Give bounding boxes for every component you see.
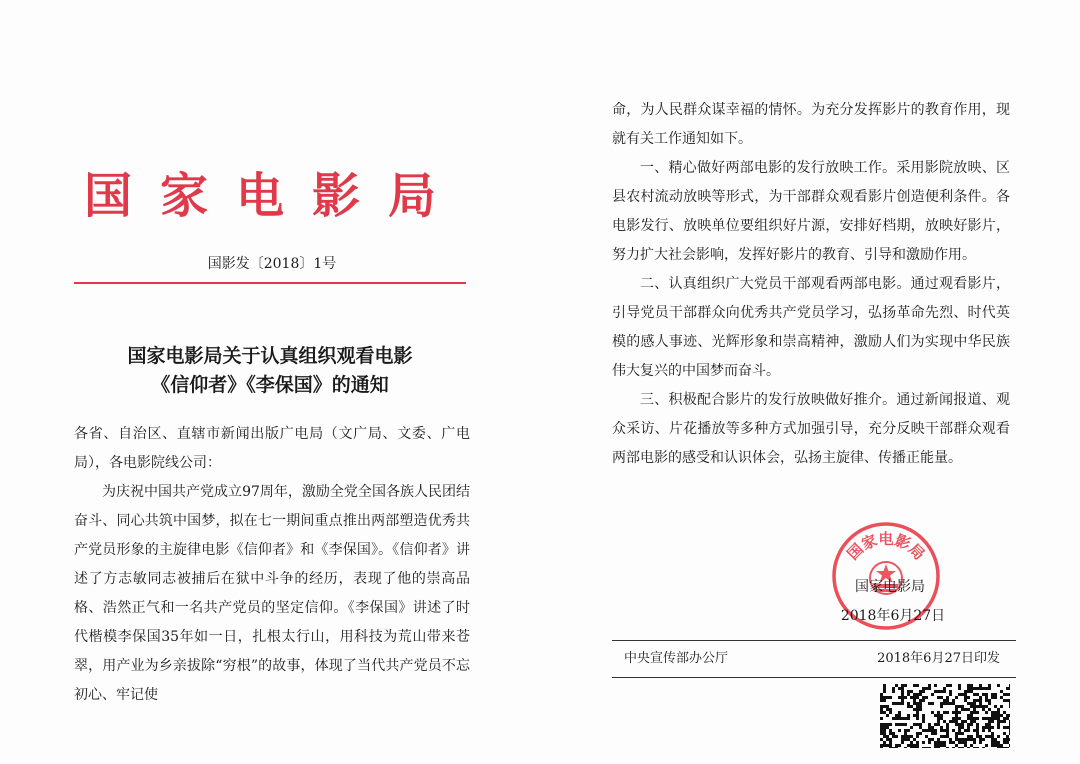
issuer-title: 国家电影局	[84, 168, 465, 224]
notice-title	[74, 342, 466, 400]
right-body-text	[612, 96, 1010, 473]
notice-title-line-1: 国家电影局关于认真组织观看电影	[127, 345, 413, 367]
item-2: 二、认真组织广大党员干部观看两部电影。通过观看影片，引导党员干部群众向优秀共产党员学习，弘扬革命先烈、时代英模的感人事迹、光辉形象和崇高精神，激励人们为实现中华民族伟大复兴的中国梦而奋斗。	[612, 276, 1010, 379]
right-page	[540, 0, 1080, 764]
item-3: 三、积极配合影片的发行放映做好推介。通过新闻报道、观众采访、片花播放等多种方式加强引导，充分反映干部群众观看两部电影的感受和认识体会，弘扬主旋律、传播正能量。	[612, 392, 1010, 466]
footer-top-rule	[612, 640, 1016, 641]
paragraph-1: 为庆祝中国共产党成立97周年，激励全党全国各族人民团结奋斗、同心共筑中国梦，拟在七一期间重点推出两部塑造优秀共产党员形象的主旋律电影《信仰者》和《李保国》。《信仰者》讲述了方志敏同志被捕后在狱中斗争的经历，表现了他的崇高品格、浩然正气和一名共产党员的坚定信仰。《李保国》讲述了时代楷模李保国35年如一日，扎根太行山，用科技为荒山带来苍翠，用产业为乡亲拔除“穷根”的故事，体现了当代共产党员不忘初心、牢记使	[74, 484, 470, 703]
barcode-icon	[880, 684, 1010, 748]
item-1: 一、精心做好两部电影的发行放映工作。采用影院放映、区县农村流动放映等形式，为干部群众观看影片创造便利条件。各电影发行、放映单位要组织好片源，安排好档期，放映好影片，努力扩大社会影响，发挥好影片的教育、引导和激励作用。	[612, 160, 1010, 263]
seal-text: 国家电影局	[843, 530, 929, 564]
addressee: 各省、自治区、直辖市新闻出版广电局（文广局、文委、广电局），各电影院线公司：	[74, 426, 470, 471]
notice-title-line-2: 《信仰者》《李保国》的通知	[151, 374, 389, 396]
document-number: 国影发〔2018〕1号	[207, 256, 337, 272]
footer-office: 中央宣传部办公厅	[624, 651, 729, 666]
red-divider-line	[74, 282, 466, 284]
footer-print-date: 2018年6月27日印发	[877, 651, 1000, 666]
paragraph-1-continued: 命，为人民群众谋幸福的情怀。为充分发挥影片的教育作用，现就有关工作通知如下。	[612, 102, 1010, 147]
signature: 国家电影局	[855, 579, 925, 595]
footer-bottom-rule	[612, 677, 1016, 678]
sign-date: 2018年6月27日	[840, 608, 946, 624]
left-body-text	[74, 420, 470, 710]
